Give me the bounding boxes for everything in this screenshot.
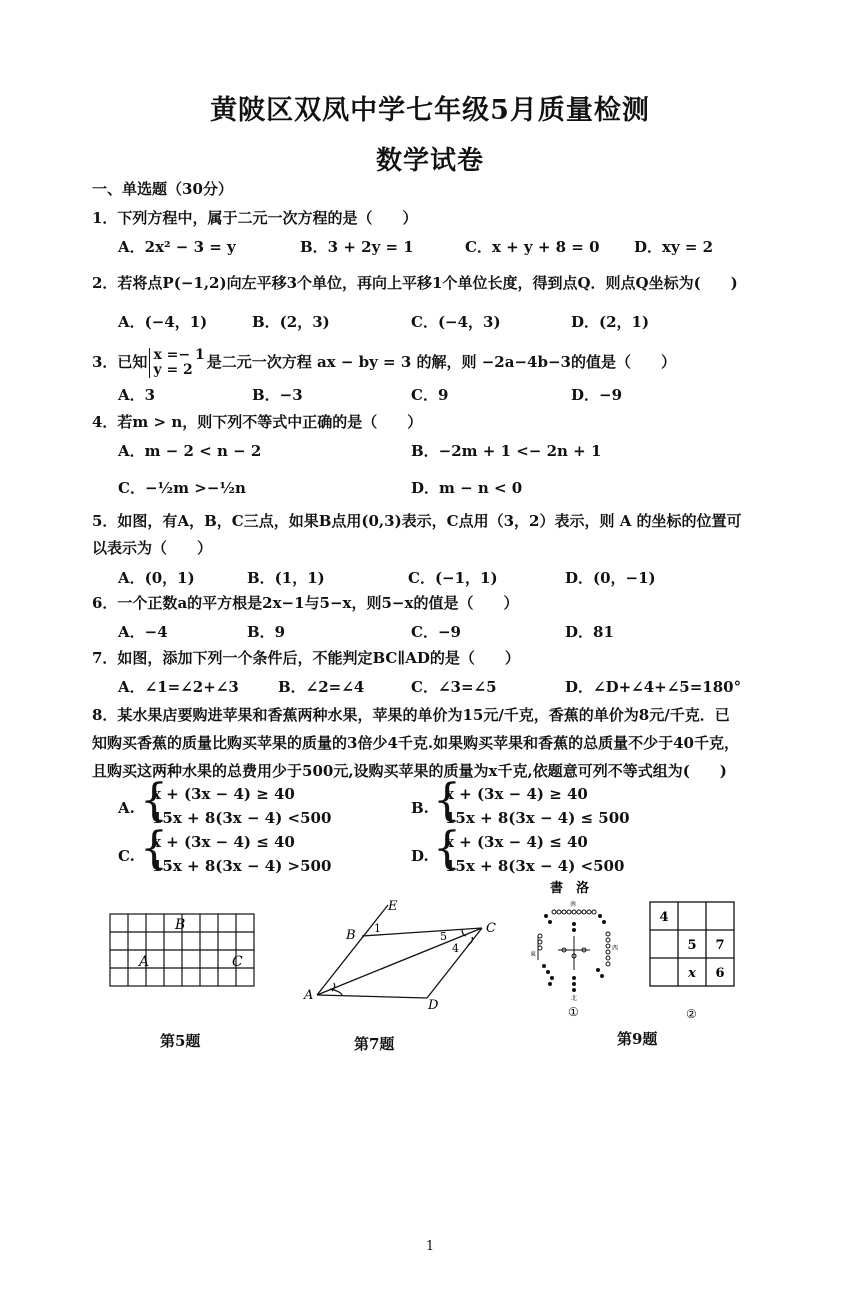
cell-r3c2: x bbox=[688, 966, 696, 981]
q3-option-a: A．3 bbox=[118, 386, 156, 404]
cell-r1c1: 4 bbox=[659, 910, 669, 925]
cell-r2c3: 7 bbox=[715, 938, 725, 953]
fig9-circle-2: ② bbox=[686, 1007, 697, 1021]
figure-5-caption: 第5题 bbox=[160, 1032, 201, 1050]
page-number: 1 bbox=[425, 1239, 435, 1254]
q8-option-a-line1: x + (3x − 4) ≥ 40 bbox=[152, 785, 295, 803]
q8-option-b-line1: x + (3x − 4) ≥ 40 bbox=[445, 785, 588, 803]
q8-option-b-line2: 15x + 8(3x − 4) ≤ 500 bbox=[445, 809, 630, 827]
q7-option-a: A．∠1=∠2+∠3 bbox=[118, 678, 239, 696]
q8-option-d-line1: x + (3x − 4) ≤ 40 bbox=[445, 833, 588, 851]
fig7-label-e: E bbox=[388, 899, 398, 914]
cell-r2c2: 5 bbox=[687, 938, 697, 953]
q4-stem: 4．若m > n，则下列不等式中正确的是（ ） bbox=[92, 413, 423, 431]
q7-option-d: D．∠D+∠4+∠5=180° bbox=[565, 678, 742, 696]
q7-stem: 7．如图，添加下列一个条件后，不能判定BC∥AD的是（ ） bbox=[92, 649, 520, 667]
q4-option-d: D．m − n < 0 bbox=[411, 479, 523, 497]
q3-sys-line1: x =− 1 bbox=[153, 347, 205, 363]
q5-stem-line1: 5．如图，有A，B，C三点，如果B点用(0,3)表示，C点用（3，2）表示，则 A 的坐标的位置可 bbox=[92, 512, 742, 530]
q3-option-d: D．−9 bbox=[571, 386, 623, 404]
q3-stem bbox=[92, 348, 676, 378]
q6-option-a: A．−4 bbox=[118, 623, 168, 641]
fig7-label-1: 1 bbox=[374, 922, 381, 935]
fig7-label-b: B bbox=[346, 928, 356, 943]
q1-option-c: C．x + y + 8 = 0 bbox=[465, 238, 600, 256]
q1-option-b: B．3 + 2y = 1 bbox=[300, 238, 414, 256]
fig7-label-c: C bbox=[486, 921, 496, 936]
q5-option-d: D．(0，−1) bbox=[565, 569, 656, 587]
q3-option-b: B．−3 bbox=[252, 386, 303, 404]
q4-option-b: B．−2m + 1 <− 2n + 1 bbox=[411, 442, 602, 460]
q2-option-c: C．(−4，3) bbox=[411, 313, 501, 331]
q3-system bbox=[149, 348, 204, 378]
fig9-dir-west: 西 bbox=[612, 945, 619, 952]
fig9-dir-north: 北 bbox=[571, 995, 578, 1002]
fig9-circle-1: ① bbox=[568, 1005, 579, 1019]
magic-square-values bbox=[659, 910, 724, 981]
q8-option-d-label: D. bbox=[411, 847, 429, 865]
section-heading: 一、单选题（30分） bbox=[92, 180, 233, 198]
q3-option-c: C．9 bbox=[411, 386, 449, 404]
figure-9-caption: 第9题 bbox=[617, 1030, 658, 1048]
fig7-label-4: 4 bbox=[452, 942, 459, 955]
fig7-label-5: 5 bbox=[440, 930, 447, 943]
q8-option-a-label: A. bbox=[118, 799, 135, 817]
q1-option-d: D．xy = 2 bbox=[634, 238, 714, 256]
q6-stem: 6．一个正数a的平方根是2x−1与5−x，则5−x的值是（ ） bbox=[92, 594, 519, 612]
q6-option-c: C．−9 bbox=[411, 623, 461, 641]
q8-option-c-line2: 15x + 8(3x − 4) >500 bbox=[152, 857, 332, 875]
q8-option-a-line2: 15x + 8(3x − 4) <500 bbox=[152, 809, 332, 827]
brace-icon: { bbox=[433, 775, 461, 826]
q5-stem-line2: 以表示为（ ） bbox=[92, 539, 213, 557]
figure-5-grid bbox=[108, 912, 256, 990]
q2-option-a: A．(−4，1) bbox=[118, 313, 208, 331]
brace-icon: { bbox=[140, 823, 168, 874]
figure-7-caption: 第7题 bbox=[354, 1035, 395, 1053]
q3-stem-pre: 3．已知 bbox=[92, 353, 148, 371]
q2-stem: 2．若将点P(−1,2)向左平移3个单位，再向上平移1个单位长度，得到点Q．则点Q坐标为( ) bbox=[92, 274, 738, 292]
figure-9-luoshu bbox=[524, 878, 624, 1023]
q4-option-c: C．−½m >−½n bbox=[118, 479, 246, 497]
fig9-dir-east: 東 bbox=[530, 951, 537, 958]
cell-r3c3: 6 bbox=[715, 966, 725, 981]
exam-title: 黄陂区双凤中学七年级5月质量检测 bbox=[210, 95, 650, 126]
q8-stem-line1: 8．某水果店要购进苹果和香蕉两种水果，苹果的单价为15元/千克，香蕉的单价为8元/千克．已 bbox=[92, 706, 730, 724]
brace-icon: { bbox=[433, 823, 461, 874]
fig9-title: 書 洛 bbox=[550, 881, 590, 896]
q2-option-b: B．(2，3) bbox=[252, 313, 330, 331]
fig5-label-c: C bbox=[232, 954, 243, 970]
fig5-label-a: A bbox=[139, 954, 150, 970]
exam-subtitle: 数学试卷 bbox=[375, 146, 484, 176]
q1-stem: 1．下列方程中，属于二元一次方程的是（ ） bbox=[92, 209, 418, 227]
fig7-label-d: D bbox=[428, 998, 439, 1013]
q7-option-b: B．∠2=∠4 bbox=[278, 678, 365, 696]
fig9-top-dots bbox=[552, 910, 596, 914]
q8-option-c-line1: x + (3x − 4) ≤ 40 bbox=[152, 833, 295, 851]
q8-option-d-line2: 15x + 8(3x − 4) <500 bbox=[445, 857, 625, 875]
q3-stem-post: 是二元一次方程 ax − by = 3 的解，则 −2a−4b−3的值是（ ） bbox=[206, 353, 676, 371]
q5-option-c: C．(−1，1) bbox=[408, 569, 498, 587]
q5-option-a: A．(0，1) bbox=[118, 569, 195, 587]
q6-option-d: D．81 bbox=[565, 623, 614, 641]
fig9-bottom-dots bbox=[572, 976, 576, 992]
q8-stem-line3: 且购买这两种水果的总费用少于500元,设购买苹果的质量为x千克,依题意可列不等式组为( ) bbox=[92, 762, 727, 780]
q6-option-b: B．9 bbox=[247, 623, 286, 641]
fig9-center-cross bbox=[538, 936, 590, 970]
q5-option-b: B．(1，1) bbox=[247, 569, 325, 587]
q8-option-b-label: B. bbox=[411, 799, 429, 817]
q1-option-a: A．2x² − 3 = y bbox=[118, 238, 236, 256]
q4-option-a: A．m − 2 < n − 2 bbox=[118, 442, 262, 460]
q3-sys-line2: y = 2 bbox=[153, 362, 193, 378]
fig5-label-b: B bbox=[175, 917, 186, 933]
q8-option-c-label: C. bbox=[118, 847, 135, 865]
fig7-label-a: A bbox=[304, 988, 314, 1003]
q8-stem-line2: 知购买香蕉的质量比购买苹果的质量的3倍少4千克.如果购买苹果和香蕉的总质量不少于40千克， bbox=[92, 734, 739, 752]
q2-option-d: D．(2，1) bbox=[571, 313, 650, 331]
figure-9-magic-square bbox=[648, 898, 740, 1023]
q7-option-c: C．∠3=∠5 bbox=[411, 678, 497, 696]
brace-icon: { bbox=[140, 775, 168, 826]
fig9-dir-south: 南 bbox=[570, 901, 577, 908]
figure-7-diagram bbox=[300, 895, 505, 1015]
